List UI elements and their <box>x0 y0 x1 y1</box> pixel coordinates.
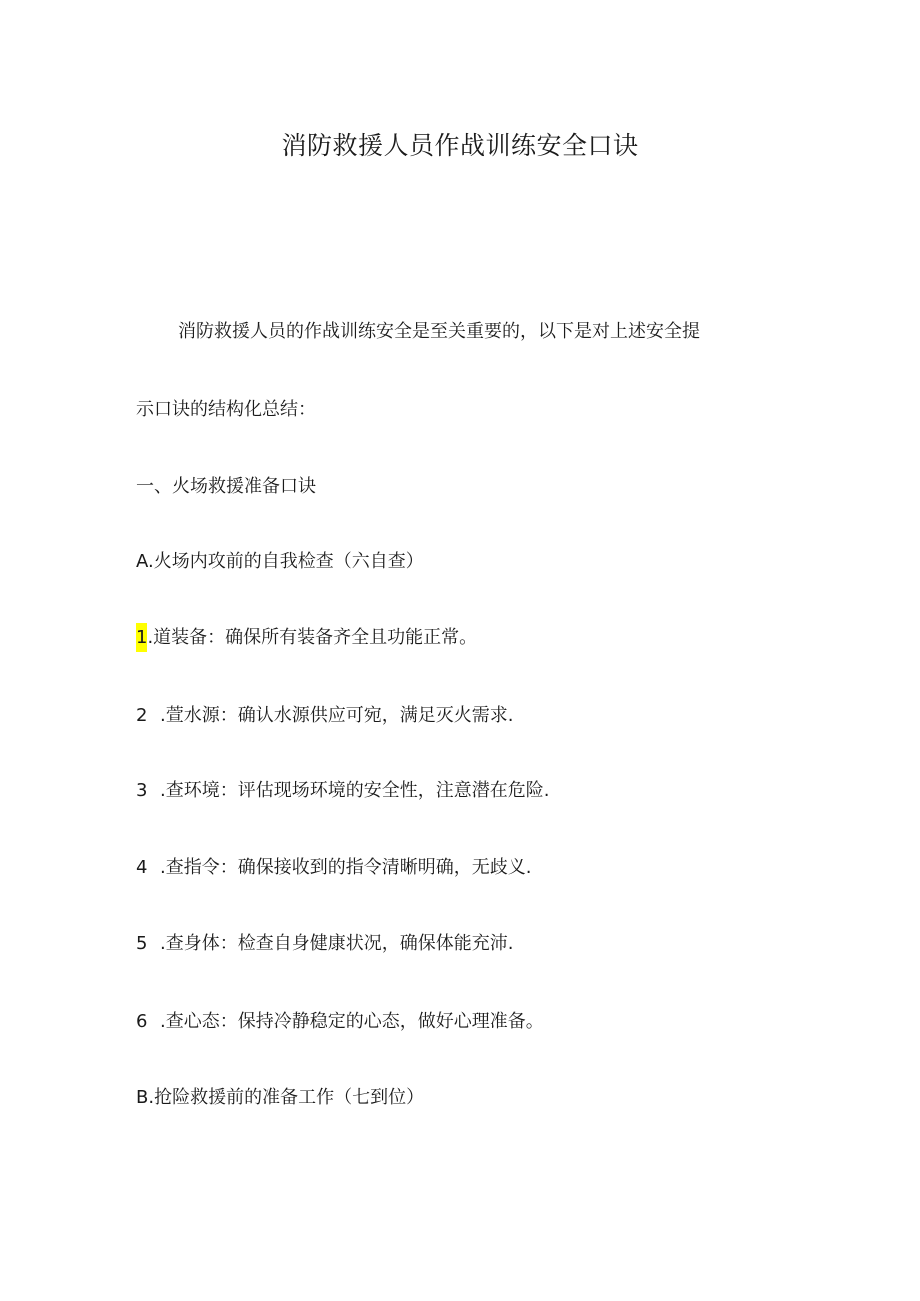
list-item-text: .查环境：评估现场环境的安全性，注意潜在危险. <box>160 780 550 801</box>
list-item-number: 3 <box>136 780 148 801</box>
subsection-heading-b: B.抢险救援前的准备工作（七到位） <box>136 1087 425 1108</box>
section-heading: 一、火场救援准备口诀 <box>136 476 316 497</box>
list-item-text: .查心态：保持冷静稳定的心态，做好心理准备。 <box>160 1011 544 1032</box>
list-item-number: 5 <box>136 933 148 954</box>
intro-paragraph-line-1: 消防救援人员的作战训练安全是至关重要的，以下是对上述安全提 <box>178 321 700 342</box>
list-item-text: .萱水源：确认水源供应可宛，满足灭火需求. <box>160 705 514 726</box>
list-item-number: 2 <box>136 705 148 726</box>
list-item-text: .道装备：确保所有装备齐全且功能正常。 <box>147 627 478 648</box>
subsection-heading-a: A.火场内攻前的自我检查（六自查） <box>136 551 424 572</box>
list-item-number: 6 <box>136 1011 148 1032</box>
list-item <box>136 930 513 958</box>
highlighted-number: 1 <box>136 623 147 652</box>
list-item-number: 4 <box>136 857 148 878</box>
list-item-text: .查身体：检查自身健康状况，确保体能充沛. <box>160 933 514 954</box>
list-item <box>136 1008 544 1036</box>
list-item <box>136 777 549 805</box>
list-item <box>136 854 531 882</box>
intro-paragraph-line-2: 示口诀的结构化总结： <box>136 399 316 420</box>
list-item <box>136 624 477 652</box>
list-item-text: .查指令：确保接收到的指令清晰明确，无歧义. <box>160 857 532 878</box>
list-item <box>136 702 513 730</box>
document-title: 消防救援人员作战训练安全口诀 <box>281 131 639 160</box>
